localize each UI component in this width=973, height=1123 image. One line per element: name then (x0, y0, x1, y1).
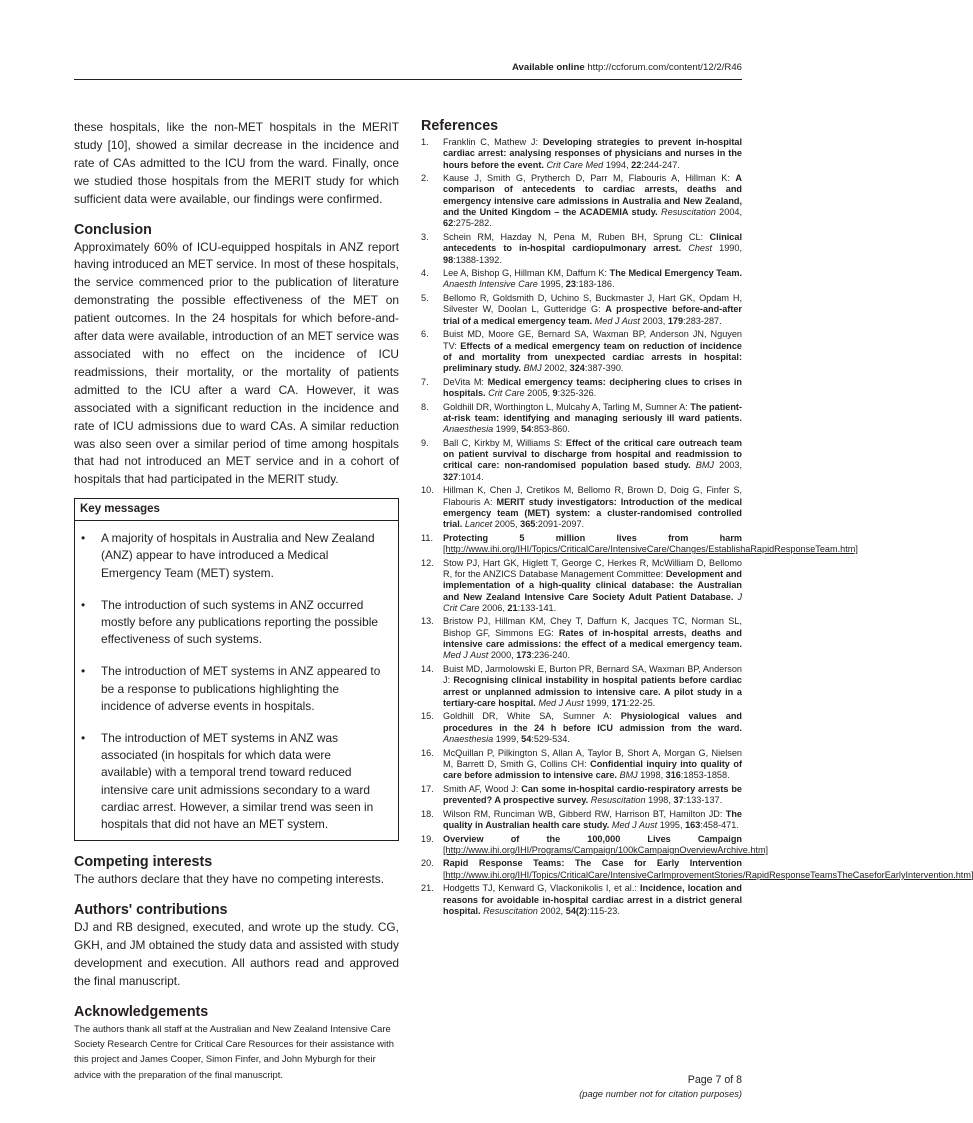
reference-title: The patient-at-risk team: identifying and managing seriously ill ward patients. (443, 401, 742, 423)
reference-title: Overview of the 100,000 Lives Campaign (443, 833, 742, 844)
reference-title: Effect of the critical care outreach team on patient survival to discharge from hospital and readmission to critical care: non-randomised population based study. (443, 437, 742, 471)
reference-item (421, 485, 742, 530)
reference-pages: :133-137. (683, 795, 723, 806)
reference-authors: Bellomo R, Goldsmith D, Uchino S, Buckmaster J, Hart GK, Opdam H, Silvester W, Doolan L, Gutteridge G: (443, 293, 742, 315)
reference-title: Clinical antecedents to in-hospital cardiopulmonary arrest. (443, 231, 742, 254)
reference-pages: :183-186. (575, 279, 615, 290)
reference-title: Developing strategies to prevent in-hospital cardiac arrest: analysing responses of physicians and nurses in the hours before the event. (443, 137, 742, 170)
reference-volume: 179 (667, 315, 684, 326)
reference-pages: :853-860. (531, 424, 570, 435)
reference-pages: :115-23. (587, 905, 620, 916)
reference-journal: Anaesthesia (443, 424, 494, 435)
reference-year: 2004, (715, 207, 743, 218)
reference-year: 1998, (645, 795, 674, 806)
key-messages-box (74, 498, 399, 841)
reference-authors: Stow PJ, Hart GK, Higlett T, George C, Herkes R, McWilliam D, Bellomo R, for the ANZICS Database Management Committee: (443, 557, 742, 579)
reference-title: Rates of in-hospital arrests, deaths and intensive care admissions: the effect of a medical emergency team. (443, 627, 742, 650)
reference-year: 2000, (488, 650, 517, 661)
reference-pages: :458-471. (700, 819, 739, 830)
reference-year: 2003, (714, 460, 742, 471)
reference-year: 2002, (537, 905, 566, 916)
reference-item (421, 137, 742, 171)
reference-authors: Wilson RM, Runciman WB, Gibberd RW, Harrison BT, Hamilton JD: (443, 808, 726, 819)
reference-number: 11. (421, 532, 434, 543)
key-message-item: • The introduction of MET systems in ANZ appeared to be a response to publications highlighting the incidence of adverse events in hospitals. (81, 664, 381, 713)
key-messages-heading: Key messages (75, 502, 398, 521)
reference-volume: 324 (569, 363, 585, 374)
reference-authors: Kause J, Smith G, Prytherch D, Parr M, Flabouris A, Hillman K: (443, 173, 736, 184)
left-column (74, 119, 399, 1082)
reference-item (421, 402, 742, 436)
reference-number: 4. (421, 268, 429, 279)
reference-title: Protecting 5 million lives from harm (443, 532, 742, 543)
reference-volume: 21 (507, 602, 518, 613)
reference-title: Confidential inquiry into quality of care before admission to intensive care. (443, 758, 742, 781)
reference-journal: Chest (681, 243, 713, 254)
reference-pages: :236-240. (531, 650, 571, 661)
reference-year: 1994, (603, 159, 632, 170)
reference-number: 16. (421, 747, 434, 758)
reference-pages: :529-534. (531, 734, 570, 744)
bullet-icon: • (81, 597, 86, 612)
reference-item (421, 232, 742, 266)
reference-title: Medical emergency teams: deciphering clues to crises in hospitals. (443, 376, 742, 399)
reference-authors: Smith AF, Wood J: (443, 783, 522, 794)
authors-contributions-text: DJ and RB designed, executed, and wrote up the study. CG, GKH, and JM obtained the study data and assisted with study development and execution. All authors read and approved the final manuscript. (74, 920, 399, 988)
reference-number: 14. (421, 663, 434, 674)
acknowledgements-heading: Acknowledgements (74, 1003, 209, 1020)
reference-authors: Buist MD, Moore GE, Bernard SA, Waxman BP, Anderson JN, Nguyen TV: (443, 329, 742, 351)
reference-url[interactable]: [http://www.ihi.org/IHI/Topics/CriticalCare/IntensiveCarlmprovementStories/RapidResponseTeamsTheCaseforEarlyIntervention.htm] (443, 869, 973, 880)
reference-pages: :325-326. (557, 388, 597, 399)
reference-number: 6. (421, 329, 429, 340)
reference-title: Recognising clinical instability in hospital patients before cardiac arrest or unplanned admission to intensive care. A pilot study in a tertiary-care hospital. (443, 675, 742, 708)
reference-journal: BMJ (690, 460, 714, 471)
reference-title: Development and implementation of a high-quality clinical database: the Australian and New Zealand Intensive Care Society Adult Patient Database. (443, 568, 742, 602)
reference-journal: Resuscitation (657, 207, 716, 218)
reference-journal: Resuscitation (480, 905, 538, 916)
reference-title: A comparison of antecedents to cardiac arrests, deaths and emergency intensive care admissions in Australia and New Zealand, and the United Kingdom – the ACADEMIA study. (443, 173, 742, 218)
right-column (421, 117, 973, 920)
page-number-note: (page number not for citation purposes) (579, 1089, 742, 1099)
reference-item (421, 268, 742, 291)
reference-title: A prospective before-and-after trial of a medical emergency team. (443, 304, 742, 326)
reference-journal: BMJ (616, 770, 638, 781)
reference-journal: Med J Aust (592, 315, 640, 326)
key-message-item: • The introduction of such systems in ANZ occurred mostly before any publications reporting the possible effectiveness of such systems. (81, 597, 378, 647)
page-number: Page 7 of 8 (687, 1074, 742, 1086)
reference-pages: :1853-1858. (680, 770, 730, 781)
conclusion-heading: Conclusion (74, 221, 152, 238)
reference-volume: 62 (443, 218, 454, 229)
reference-pages: :244-247. (641, 159, 680, 170)
reference-number: 8. (421, 401, 429, 412)
reference-item (421, 784, 742, 807)
reference-volume: 173 (516, 650, 532, 661)
reference-pages: :1388-1392. (453, 254, 502, 265)
reference-title: Incidence, location and reasons for avoidable in-hospital cardiac arrest in a district general hospital. (443, 883, 742, 916)
reference-year: 2002, (541, 363, 570, 374)
reference-authors: Goldhill DR, White SA, Sumner A: (443, 711, 621, 722)
reference-year: 1999, (493, 734, 522, 744)
reference-authors: Buist MD, Jarmolowski E, Burton PR, Bernard SA, Waxman BP, Anderson J: (443, 663, 742, 686)
reference-number: 3. (421, 231, 429, 242)
reference-volume: 98 (443, 254, 454, 265)
reference-journal: J Crit Care (443, 591, 743, 613)
reference-item (421, 664, 742, 709)
reference-year: 1999, (583, 697, 612, 708)
key-message-item: • A majority of hospitals in Australia and New Zealand (ANZ) appear to have introduced a Medical Emergency Team (MET) system. (81, 531, 375, 580)
reference-item (421, 711, 742, 745)
reference-authors: Bristow PJ, Hillman KM, Chey T, Daffurn K, Jacques TC, Norman SL, Bishop GF, Simmons EG: (443, 616, 742, 638)
reference-journal: Crit Care Med (543, 159, 604, 170)
reference-number: 10. (421, 485, 434, 496)
competing-interests-text: The authors declare that they have no competing interests. (74, 872, 384, 887)
reference-journal: Med J Aust (443, 650, 489, 661)
reference-volume: 22 (631, 159, 642, 170)
reference-journal: Lancet (462, 519, 493, 530)
reference-item (421, 173, 742, 229)
reference-authors: Ball C, Kirkby M, Williams S: (443, 437, 566, 448)
reference-authors: DeVita M: (443, 376, 488, 387)
reference-volume: 327 (443, 471, 459, 482)
reference-url[interactable]: [http://www.ihi.org/IHI/Topics/CriticalCare/IntensiveCare/Changes/EstablishaRapidResponseTeam.htm] (443, 544, 858, 555)
reference-pages: :133-141. (517, 602, 557, 613)
reference-number: 1. (421, 137, 429, 147)
key-messages-list (75, 530, 398, 833)
reference-authors: Hodgetts TJ, Kenward G, Vlackonikolis I, et al.: (443, 883, 640, 894)
reference-title: The Medical Emergency Team. (609, 268, 742, 279)
reference-title: Can some in-hospital cardio-respiratory arrests be prevented? A prospective survey. (443, 783, 742, 806)
reference-authors: Schein RM, Hazday N, Pena M, Ruben BH, Sprung CL: (443, 231, 710, 242)
references-heading: References (421, 118, 499, 134)
reference-authors: Hillman K, Chen J, Cretikos M, Bellomo R, Brown D, Doig G, Finfer S, Flabouris A: (443, 485, 742, 507)
reference-item (421, 616, 742, 661)
reference-item (421, 329, 742, 374)
conclusion-text: Approximately 60% of ICU-equipped hospitals in ANZ report having introduced an MET service. In most of these hospitals, the service commenced prior to the publication of literature demonstrating the possible effectiveness of the MET on patient outcomes. In the 24 hospitals for which before-and-after data were available, introduction of an MET service was associated with no effect on the incidence of ICU readmissions, their mortality, or the mortality of patients admitted to the ICU after a ward CA. However, it was associated with a significant reduction in the incidence and rate of ICU admissions due to ward CAs. A similar reduction was also seen over a similar period of time among hospitals that had not introduced an MET service and in a cohort of hospitals that had participated in the MERIT study. (74, 239, 399, 487)
reference-volume: 171 (611, 697, 627, 708)
reference-number: 9. (421, 437, 429, 448)
reference-volume: 54 (521, 734, 532, 744)
reference-volume: 54(2) (565, 905, 588, 916)
header-rule (74, 79, 742, 80)
reference-item (421, 293, 742, 327)
reference-list (421, 137, 973, 917)
reference-pages: :1014. (458, 471, 484, 482)
reference-number: 15. (421, 711, 434, 722)
reference-number: 7. (421, 376, 429, 387)
reference-title: Effects of a medical emergency team on reduction of incidence of and mortality from unexpected cardiac arrests in hospital: preliminary study. (443, 340, 742, 374)
reference-title: The quality in Australian health care study. (443, 808, 742, 830)
reference-number: 21. (421, 883, 434, 894)
reference-item (421, 438, 742, 483)
reference-journal: BMJ (520, 363, 542, 374)
reference-title: Physiological values and procedures in the 24 h before ICU admission from the ward. (443, 711, 742, 733)
reference-volume: 365 (520, 519, 536, 530)
key-message-item: • The introduction of MET systems in ANZ was associated (in hospitals for which data were available) with a temporal trend toward reduced intensive care unit admissions secondary to a ward cardiac arrest. However, a similar trend was seen in hospitals that did not have an MET system. (81, 731, 374, 832)
reference-journal: Anaesth Intensive Care (443, 279, 538, 290)
reference-pages: :2091-2097. (535, 519, 585, 530)
reference-authors: Goldhill DR, Worthington L, Mulcahy A, Tarling M, Sumner A: (443, 401, 691, 412)
reference-number: 19. (421, 833, 434, 844)
reference-item (421, 858, 973, 881)
reference-year: 1995, (537, 279, 566, 290)
reference-journal: Med J Aust (609, 819, 658, 830)
reference-item (421, 377, 742, 400)
reference-volume: 316 (665, 770, 681, 781)
reference-year: 1990, (712, 243, 742, 254)
reference-number: 2. (421, 173, 429, 184)
reference-item (421, 532, 858, 556)
reference-year: 1995, (657, 819, 686, 830)
reference-authors: Lee A, Bishop G, Hillman KM, Daffurn K: (443, 268, 610, 279)
reference-pages: :22-25. (626, 697, 656, 708)
reference-number: 20. (421, 858, 434, 869)
reference-journal: Med J Aust (535, 697, 584, 708)
reference-pages: :275-282. (453, 218, 492, 229)
reference-year: 1999, (493, 424, 522, 435)
reference-item (421, 558, 742, 614)
reference-volume: 37 (673, 795, 684, 806)
reference-journal: Crit Care (485, 388, 525, 399)
reference-number: 17. (421, 783, 434, 794)
reference-volume: 54 (521, 424, 532, 435)
bullet-icon: • (81, 664, 86, 679)
reference-item (421, 833, 769, 857)
bullet-icon: • (81, 731, 86, 746)
reference-item (421, 883, 742, 917)
reference-authors: Franklin C, Mathew J: (443, 137, 543, 147)
reference-year: 1998, (637, 770, 666, 781)
reference-item (421, 748, 742, 782)
reference-journal: Resuscitation (588, 795, 646, 806)
reference-year: 2006, (479, 602, 508, 613)
page-header (512, 62, 742, 73)
reference-year: 2005, (492, 519, 521, 530)
reference-url[interactable]: [http://www.ihi.org/IHI/Programs/Campaign/100kCampaignOverviewArchive.htm] (443, 844, 769, 855)
reference-volume: 23 (565, 279, 576, 290)
reference-number: 13. (421, 616, 434, 627)
header-url[interactable]: http://ccforum.com/content/12/2/R46 (587, 62, 742, 73)
reference-pages: :387-390. (584, 363, 624, 374)
reference-volume: 163 (685, 819, 701, 830)
reference-title: Rapid Response Teams: The Case for Early Intervention (443, 858, 742, 869)
competing-interests-heading: Competing interests (74, 854, 213, 871)
intro-paragraph: these hospitals, like the non-MET hospitals in the MERIT study [10], showed a similar decrease in the incidence and rate of CAs admitted to the ICU from the ward. Finally, once we studied those hospitals from the MERIT study for which sufficient data were available, our findings were confirmed. (74, 120, 399, 206)
reference-item (421, 809, 742, 832)
authors-contributions-heading: Authors' contributions (74, 902, 228, 919)
reference-number: 18. (421, 808, 434, 819)
reference-number: 12. (421, 557, 434, 568)
reference-number: 5. (421, 293, 429, 304)
reference-volume: 9 (552, 388, 558, 399)
reference-title: MERIT study investigators: Introduction of the medical emergency team (MET) system: a cluster-randomised controlled trial. (443, 496, 742, 530)
reference-authors: McQuillan P, Pilkington S, Allan A, Taylor B, Short A, Morgan G, Nielsen M, Barrett D, Smith G, Collins CH: (443, 747, 742, 769)
reference-year: 2003, (639, 315, 668, 326)
acknowledgements-text: The authors thank all staff at the Australian and New Zealand Intensive Care Society Research Centre for Critical Care Resources for their assistance with this project and James Cooper, Simon Finfer, and John Myburgh for their advice with the preparation of the final manuscript. (74, 1022, 394, 1080)
reference-year: 2005, (524, 388, 553, 399)
header-label: Available online (511, 62, 585, 73)
reference-journal: Anaesthesia (443, 734, 494, 744)
bullet-icon: • (81, 531, 86, 546)
reference-pages: :283-287. (683, 315, 722, 326)
